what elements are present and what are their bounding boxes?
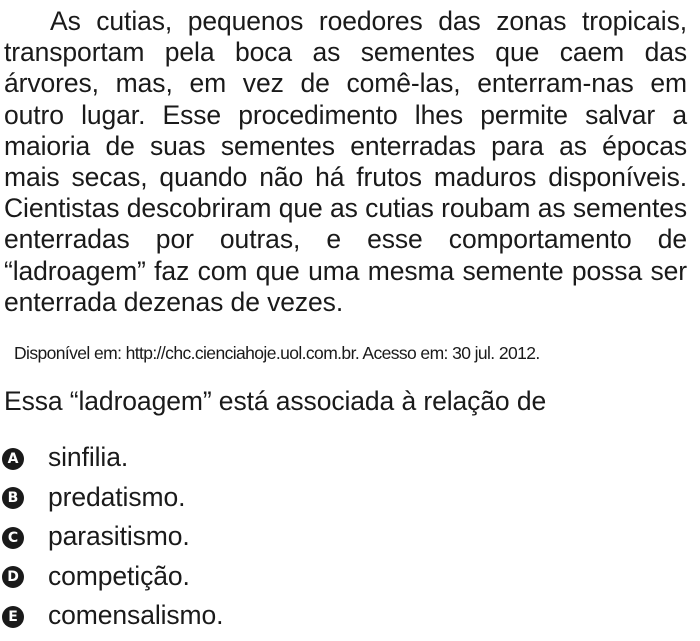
passage-text: As cutias, pequenos roedores das zonas tropicais, transportam pela boca as sementes que caem das árvores, mas, em vez de comê-las, enterram-nas em outro lugar. Esse procedimento lhes permite salvar a maioria de suas sementes enterradas para as épocas mais secas, quando não há frutos maduros disponíveis. Cientistas descobriram que as cutias roubam as sementes enterradas por outras, e esse comportamento de “ladroagem” faz com que uma mesma semente possa ser enterrada dezenas de vezes. — [4, 6, 687, 317]
option-c[interactable] — [2, 517, 223, 557]
source-citation: Disponível em: http://chc.cienciahoje.uol.com.br. Acesso em: 30 jul. 2012. — [14, 343, 540, 363]
option-label: competição. — [48, 560, 190, 591]
option-a[interactable] — [2, 438, 223, 478]
option-letter-badge: A — [2, 448, 24, 470]
option-b[interactable] — [2, 478, 223, 518]
option-d[interactable] — [2, 557, 223, 597]
option-letter-badge: E — [2, 606, 24, 628]
option-letter-badge: C — [2, 527, 24, 549]
option-letter-badge: D — [2, 566, 24, 588]
option-label: predatismo. — [48, 481, 186, 512]
option-label: sinfilia. — [48, 442, 129, 473]
option-label: comensalismo. — [48, 600, 224, 631]
option-letter-badge: B — [2, 487, 24, 509]
option-label: parasitismo. — [48, 521, 190, 552]
question-stem: Essa “ladroagem” está associada à relação de — [4, 386, 547, 416]
option-e[interactable] — [2, 596, 223, 636]
answer-options — [2, 438, 223, 636]
